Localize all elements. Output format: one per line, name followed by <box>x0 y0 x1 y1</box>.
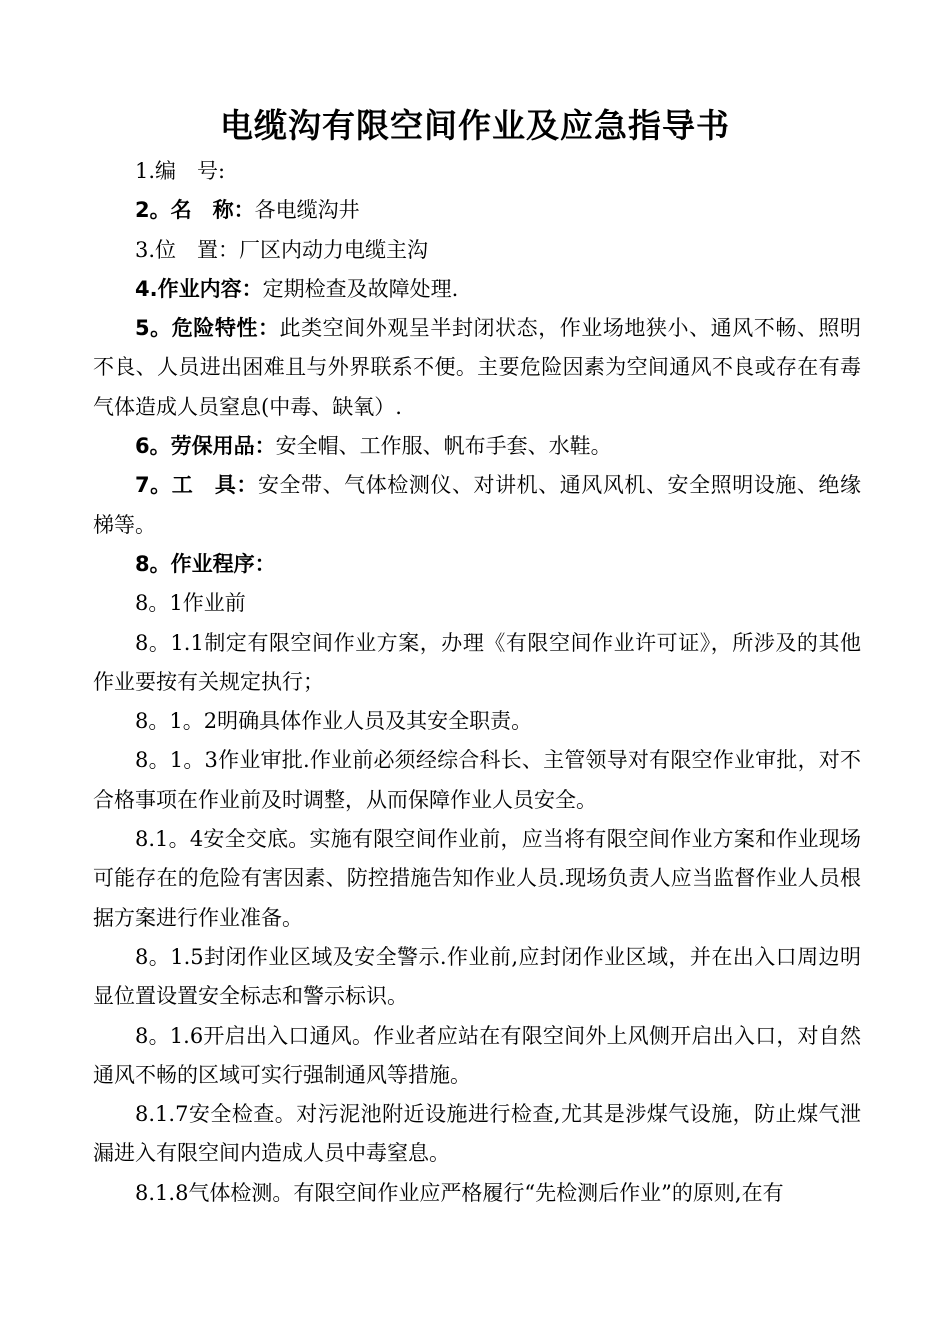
item-hazard <box>93 309 861 427</box>
item-procedure-label: 8。作业程序： <box>135 551 276 576</box>
item-tools <box>93 466 861 545</box>
item-procedure <box>93 545 861 584</box>
item-ppe <box>93 427 861 466</box>
item-content-value: 定期检查及故障处理. <box>262 276 459 301</box>
procedure-paragraph: 8。1作业前 <box>135 591 246 616</box>
document-title: 电缆沟有限空间作业及应急指导书 <box>220 106 730 145</box>
procedure-paragraph: 8.1.8气体检测。有限空间作业应严格履行“先检测后作业”的原则,在有 <box>135 1180 784 1205</box>
item-location <box>93 231 861 270</box>
item-content-label: 4.作业内容： <box>135 276 263 301</box>
item-content <box>93 270 861 309</box>
item-name-label: 2。名 称： <box>135 198 255 223</box>
procedure-paragraph: 8.1。4安全交底。实施有限空间作业前，应当将有限空间作业方案和作业现场可能存在的危险有害因素、防控措施告知作业人员.现场负责人应当监督作业人员根据方案进行作业准备。 <box>93 827 861 930</box>
item-ppe-label: 6。劳保用品： <box>135 434 276 459</box>
item-hazard-value: 此类空间外观呈半封闭状态，作业场地狭小、通风不畅、照明不良、人员进出困难且与外界联系不便。主要危险因素为空间通风不良或存在有毒气体造成人员窒息(中毒、缺氧）. <box>93 316 861 419</box>
item-hazard-label: 5。危险特性： <box>135 316 280 341</box>
item-name-value: 各电缆沟井 <box>254 198 360 223</box>
item-ppe-value: 安全帽、工作服、帆布手套、水鞋。 <box>275 434 612 459</box>
document-body <box>93 152 861 1213</box>
procedure-paragraph: 8。1。2明确具体作业人员及其安全职责。 <box>135 709 533 734</box>
procedure-paragraph: 8。1。3作业审批.作业前必须经综合科长、主管领导对有限空作业审批，对不合格事项在作业前及时调整，从而保障作业人员安全。 <box>93 748 861 812</box>
procedure-paragraph: 8。1.5封闭作业区域及安全警示.作业前,应封闭作业区域，并在出入口周边明显位置设置安全标志和警示标识。 <box>93 944 861 1009</box>
item-tools-label: 7。工 具： <box>135 473 258 498</box>
procedure-paragraph: 8。1.6开启出入口通风。作业者应站在有限空间外上风侧开启出入口，对自然通风不畅的区域可实行强制通风等措施。 <box>93 1023 861 1087</box>
item-location-value: 厂区内动力电缆主沟 <box>239 237 429 262</box>
item-location-label: 3.位 置： <box>135 237 240 262</box>
item-number-label: 1.编 号: <box>135 159 226 183</box>
item-number <box>93 152 861 191</box>
item-name <box>93 191 861 230</box>
procedure-paragraph: 8.1.7安全检查。对污泥池附近设施进行检查,尤其是涉煤气设施，防止煤气泄漏进入有限空间内造成人员中毒窒息。 <box>93 1102 861 1166</box>
procedure-paragraph: 8。1.1制定有限空间作业方案，办理《有限空间作业许可证》，所涉及的其他作业要按有关规定执行； <box>93 630 861 694</box>
item-tools-value: 安全带、气体检测仪、对讲机、通风风机、安全照明设施、绝缘梯等。 <box>93 473 861 537</box>
